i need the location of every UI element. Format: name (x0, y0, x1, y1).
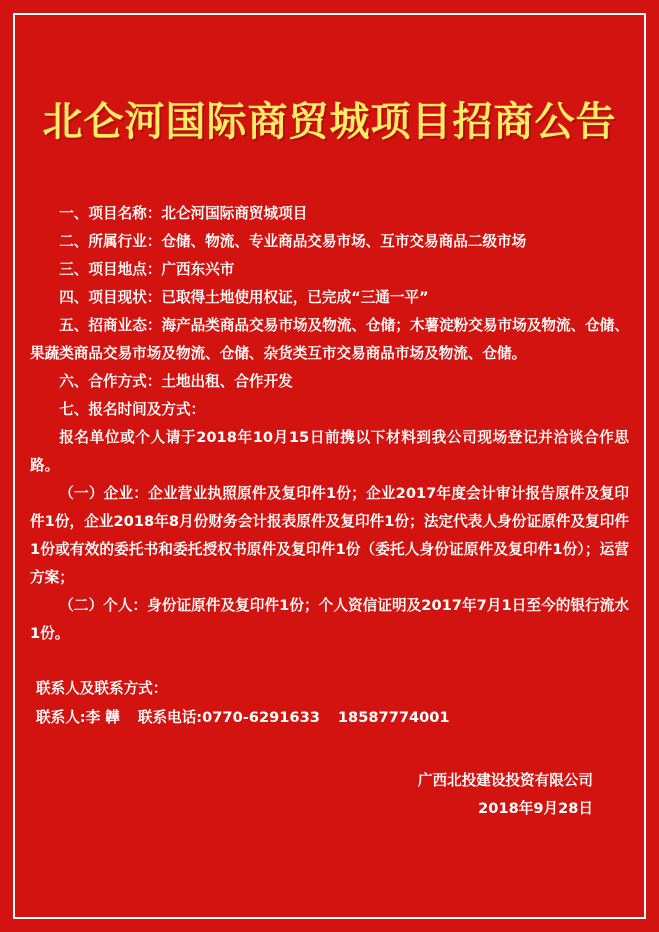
contact-phone-secondary: 18587774001 (337, 709, 450, 727)
announcement-body (30, 200, 629, 648)
poster-content (30, 30, 629, 908)
contact-person-label: 联系人: (36, 709, 86, 727)
body-paragraph-10: （二）个人：身份证原件及复印件1份；个人资信证明及2017年7月1日至今的银行流水1份。 (30, 597, 629, 643)
body-paragraph-3: 三、项目地点：广西东兴市 (59, 261, 235, 279)
signature-company: 广西北投建设投资有限公司 (417, 771, 593, 789)
body-paragraph-2: 二、所属行业：仓储、物流、专业商品交易市场、互市交易商品二级市场 (59, 233, 527, 251)
body-paragraph-9: （一）企业：企业营业执照原件及复印件1份；企业2017年度会计审计报告原件及复印件1份，企业2018年8月份财务会计报表原件及复印件1份；法定代表人身份证原件及复印件1份或有效的委托书和委托授权书原件及复印件1份（委托人身份证原件及复印件1份）；运营方案； (30, 485, 629, 587)
signature-section (30, 767, 629, 824)
contact-person-name: 李 韡 (85, 709, 120, 727)
body-paragraph-7: 七、报名时间及方式： (59, 401, 206, 419)
body-paragraph-1: 一、项目名称：北仑河国际商贸城项目 (59, 205, 308, 222)
contact-phone-label: 联系电话: (137, 709, 203, 727)
page-title: 北仑河国际商贸城项目招商公告 (42, 98, 617, 145)
contact-heading: 联系人及联系方式： (36, 680, 168, 698)
body-paragraph-8: 报名单位或个人请于2018年10月15日前携以下材料到我公司现场登记并洽谈合作思路。 (30, 429, 629, 475)
signature-date: 2018年9月28日 (478, 800, 593, 818)
body-paragraph-6: 六、合作方式：土地出租、合作开发 (59, 373, 293, 391)
contact-details (30, 703, 629, 732)
body-paragraph-5: 五、招商业态：海产品类商品交易市场及物流、仓储；木薯淀粉交易市场及物流、仓储、果蔬类商品交易市场及物流、仓储、杂货类互市交易商品市场及物流、仓储。 (30, 317, 629, 363)
contact-section (30, 674, 629, 732)
body-paragraph-4: 四、项目现状：已取得土地使用权证，已完成“三通一平” (59, 289, 429, 307)
contact-phone-primary: 0770-6291633 (202, 709, 320, 727)
